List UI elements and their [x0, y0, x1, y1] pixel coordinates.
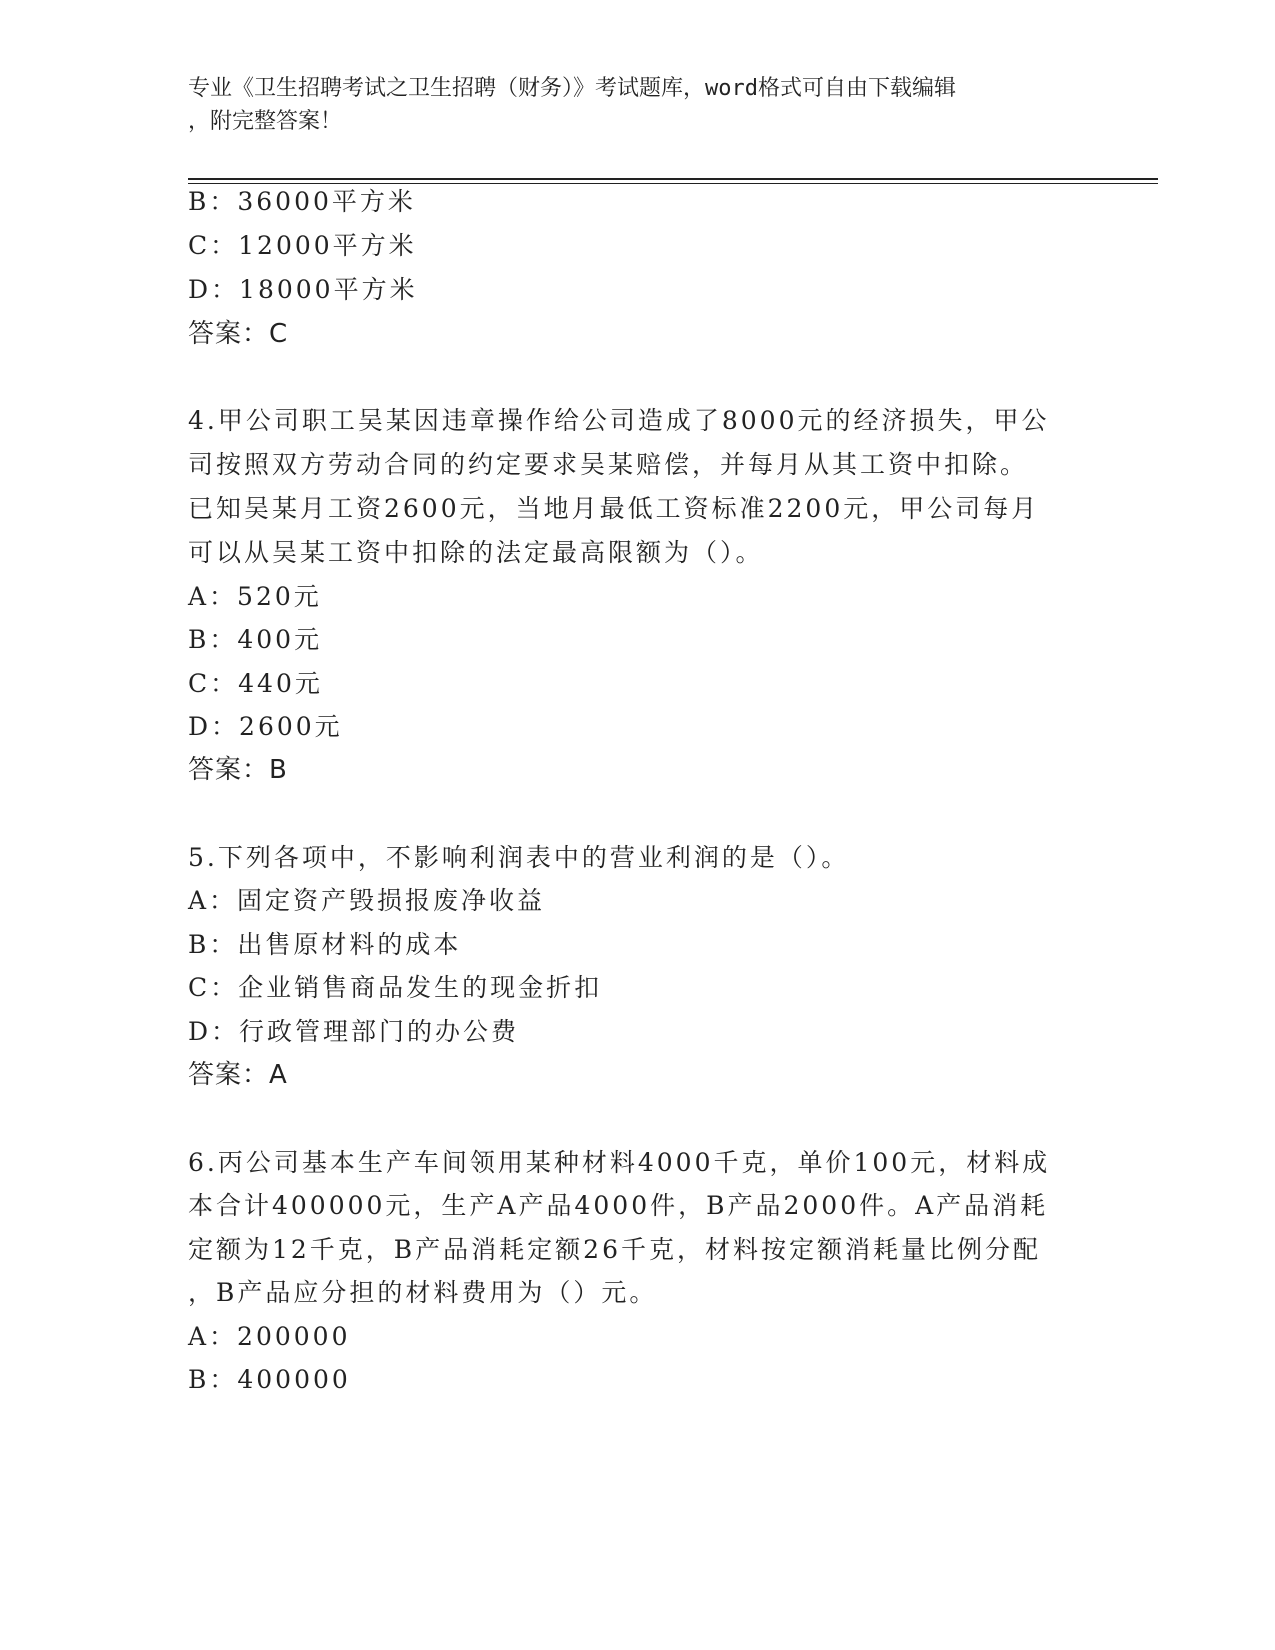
q3-option-b: B：36000平方米	[188, 187, 416, 216]
q4-option-d: D：2600元	[188, 712, 343, 741]
q3-option-d: D：18000平方米	[188, 275, 418, 304]
q6-option-a: A：200000	[188, 1322, 351, 1351]
q6-stem-line-3: 定额为12千克，B产品消耗定额26千克，材料按定额消耗量比例分配	[188, 1235, 1041, 1264]
q4-option-b: B：400元	[188, 625, 323, 654]
q3-answer: 答案：C	[188, 319, 289, 349]
q4-stem-line-4: 可以从吴某工资中扣除的法定最高限额为（）。	[188, 538, 764, 567]
q5-option-d: D：行政管理部门的办公费	[188, 1017, 520, 1046]
q5-answer: 答案：A	[188, 1060, 288, 1090]
q3-option-c: C：12000平方米	[188, 231, 417, 260]
q5-option-b: B：出售原材料的成本	[188, 930, 462, 959]
q5-option-c: C：企业销售商品发生的现金折扣	[188, 973, 603, 1002]
q6-option-b: B：400000	[188, 1365, 351, 1394]
q4-option-c: C：440元	[188, 669, 323, 698]
q6-stem-line-1: 6.丙公司基本生产车间领用某种材料4000千克，单价100元，材料成	[188, 1148, 1051, 1177]
q5-stem-line-1: 5.下列各项中，不影响利润表中的营业利润的是（）。	[188, 843, 850, 872]
q4-stem-line-1: 4.甲公司职工吴某因违章操作给公司造成了8000元的经济损失，甲公	[188, 406, 1050, 435]
header-line-2: ，附完整答案！	[188, 109, 343, 134]
header-divider-thin	[188, 183, 1158, 184]
q4-answer: 答案：B	[188, 755, 288, 785]
header-line-1: 专业《卫生招聘考试之卫生招聘（财务）》考试题库，word格式可自由下载编辑	[188, 76, 956, 101]
q6-stem-line-4: ，B产品应分担的材料费用为（）元。	[188, 1278, 658, 1307]
q4-stem-line-3: 已知吴某月工资2600元，当地月最低工资标准2200元，甲公司每月	[188, 494, 1040, 523]
q4-stem-line-2: 司按照双方劳动合同的约定要求吴某赔偿，并每月从其工资中扣除。	[188, 450, 1029, 479]
q5-option-a: A：固定资产毁损报废净收益	[188, 886, 546, 915]
document-header	[188, 72, 1068, 138]
q6-stem-line-2: 本合计400000元，生产A产品4000件，B产品2000件。A产品消耗	[188, 1191, 1049, 1220]
header-divider-thick	[188, 178, 1158, 180]
q4-option-a: A：520元	[188, 582, 322, 611]
